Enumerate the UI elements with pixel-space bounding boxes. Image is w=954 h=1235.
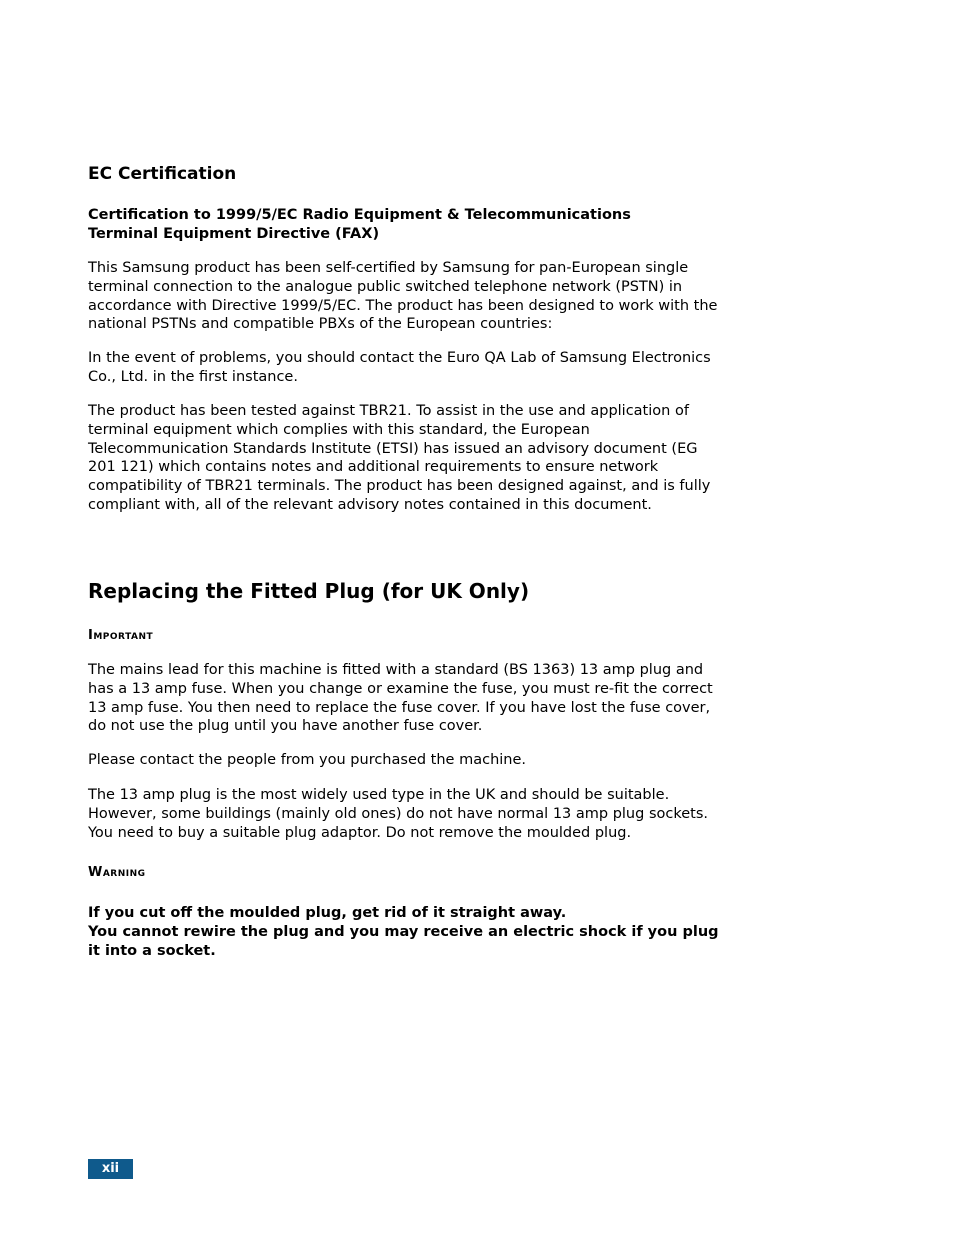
- warning-label: Warning: [88, 865, 146, 880]
- warning-line2: You cannot rewire the plug and you may receive an electric shock if you plug it into a socket.: [88, 924, 719, 959]
- page-number-badge: xii: [88, 1159, 133, 1179]
- warning-line1: If you cut off the moulded plug, get rid of it straight away.: [88, 905, 567, 921]
- uk-paragraph-mains-lead: The mains lead for this machine is fitted with a standard (BS 1363) 13 amp plug and has a 13 amp fuse. When you change or examine the fuse, you must re-fit the correct 13 amp fuse. You then need to replace the fuse cover. If you have lost the fuse cover, do not use the plug until you have another fuse cover.: [88, 662, 713, 735]
- warning-text: [88, 904, 728, 961]
- uk-paragraph-13amp: The 13 amp plug is the most widely used type in the UK and should be suitable. However, some buildings (mainly old ones) do not have normal 13 amp plug sockets. You need to buy a suitable plug adaptor. Do not remove the moulded plug.: [88, 787, 708, 841]
- directive-subheading-line2: Terminal Equipment Directive (FAX): [88, 226, 380, 242]
- ec-paragraph-self-certified: This Samsung product has been self-certified by Samsung for pan-European single terminal connection to the analogue public switched telephone network (PSTN) in accordance with Directive 1999/5/EC. The product has been designed to work with the national PSTNs and compatible PBXs of the European countries:: [88, 260, 718, 333]
- ec-certification-heading: EC Certification: [88, 164, 237, 184]
- important-label: Important: [88, 628, 154, 643]
- directive-subheading: [88, 206, 728, 244]
- ec-paragraph-contact: In the event of problems, you should contact the Euro QA Lab of Samsung Electronics Co., Ltd. in the first instance.: [88, 350, 711, 385]
- uk-plug-heading: Replacing the Fitted Plug (for UK Only): [88, 579, 530, 603]
- directive-subheading-line1: Certification to 1999/5/EC Radio Equipment & Telecommunications: [88, 207, 631, 223]
- uk-paragraph-contact: Please contact the people from you purchased the machine.: [88, 752, 527, 768]
- ec-paragraph-tbr21: The product has been tested against TBR21. To assist in the use and application of terminal equipment which complies with this standard, the European Telecommunication Standards Institute (ETSI) has issued an advisory document (EG 201 121) which contains notes and additional requirements to ensure network compatibility of TBR21 terminals. The product has been designed against, and is fully compliant with, all of the relevant advisory notes contained in this document.: [88, 403, 711, 513]
